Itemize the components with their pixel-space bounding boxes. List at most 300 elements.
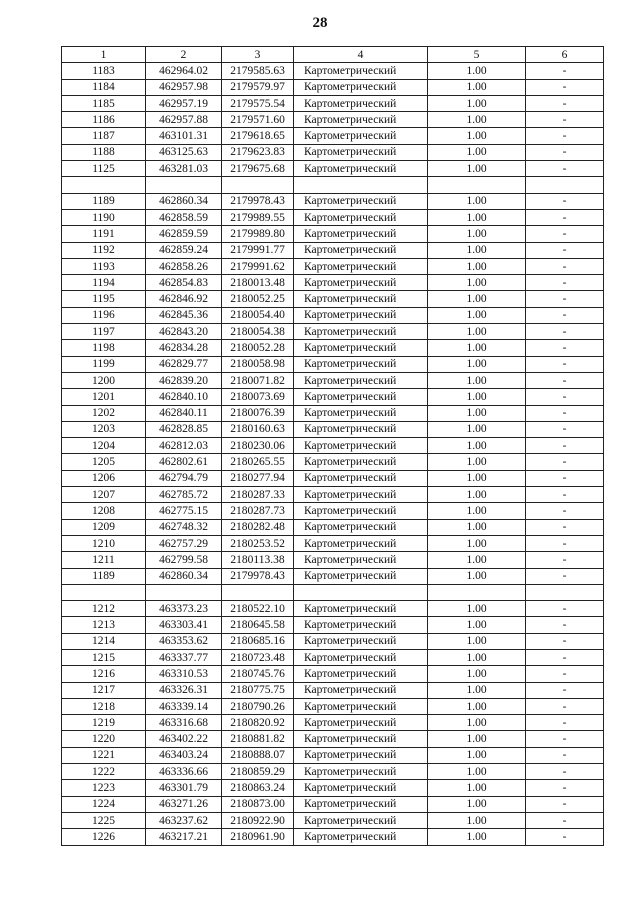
accuracy-cell	[428, 584, 526, 600]
accuracy-cell: 1.00	[428, 209, 526, 225]
note-cell: -	[526, 796, 604, 812]
point-number-cell: 1225	[62, 812, 146, 828]
accuracy-cell: 1.00	[428, 454, 526, 470]
table-row	[62, 649, 604, 665]
x-coordinate-cell: 463281.03	[146, 161, 222, 177]
method-cell: Картометрический	[294, 812, 428, 828]
note-cell	[526, 584, 604, 600]
method-cell: Картометрический	[294, 63, 428, 79]
table-row	[62, 389, 604, 405]
table-row	[62, 95, 604, 111]
note-cell: -	[526, 649, 604, 665]
table-row	[62, 584, 604, 600]
y-coordinate-cell: 2180076.39	[222, 405, 294, 421]
accuracy-cell: 1.00	[428, 291, 526, 307]
accuracy-cell: 1.00	[428, 764, 526, 780]
y-coordinate-cell: 2179978.43	[222, 568, 294, 584]
accuracy-cell: 1.00	[428, 633, 526, 649]
accuracy-cell: 1.00	[428, 780, 526, 796]
note-cell: -	[526, 291, 604, 307]
point-number-cell: 1216	[62, 666, 146, 682]
note-cell: -	[526, 503, 604, 519]
method-cell: Картометрический	[294, 79, 428, 95]
accuracy-cell: 1.00	[428, 405, 526, 421]
method-cell: Картометрический	[294, 780, 428, 796]
note-cell: -	[526, 307, 604, 323]
point-number-cell: 1189	[62, 193, 146, 209]
point-number-cell: 1223	[62, 780, 146, 796]
x-coordinate-cell: 462834.28	[146, 340, 222, 356]
x-coordinate-cell: 462748.32	[146, 519, 222, 535]
table-row	[62, 552, 604, 568]
point-number-cell: 1184	[62, 79, 146, 95]
note-cell: -	[526, 568, 604, 584]
method-cell: Картометрический	[294, 454, 428, 470]
note-cell: -	[526, 764, 604, 780]
accuracy-cell: 1.00	[428, 307, 526, 323]
accuracy-cell: 1.00	[428, 144, 526, 160]
table-row	[62, 226, 604, 242]
method-cell: Картометрический	[294, 796, 428, 812]
table-row	[62, 829, 604, 845]
method-cell: Картометрический	[294, 161, 428, 177]
y-coordinate-cell: 2179618.65	[222, 128, 294, 144]
x-coordinate-cell: 462854.83	[146, 275, 222, 291]
y-coordinate-cell: 2180160.63	[222, 421, 294, 437]
y-coordinate-cell: 2180287.73	[222, 503, 294, 519]
point-number-cell: 1199	[62, 356, 146, 372]
x-coordinate-cell: 462840.11	[146, 405, 222, 421]
method-cell	[294, 177, 428, 193]
x-coordinate-cell: 462799.58	[146, 552, 222, 568]
column-header: 2	[146, 47, 222, 63]
column-header: 5	[428, 47, 526, 63]
x-coordinate-cell: 462860.34	[146, 193, 222, 209]
method-cell: Картометрический	[294, 601, 428, 617]
table-row	[62, 144, 604, 160]
coordinates-table	[61, 46, 604, 846]
y-coordinate-cell: 2180859.29	[222, 764, 294, 780]
x-coordinate-cell: 462860.34	[146, 568, 222, 584]
x-coordinate-cell: 462859.59	[146, 226, 222, 242]
accuracy-cell: 1.00	[428, 601, 526, 617]
note-cell: -	[526, 421, 604, 437]
note-cell: -	[526, 812, 604, 828]
x-coordinate-cell: 462802.61	[146, 454, 222, 470]
note-cell	[526, 177, 604, 193]
point-number-cell: 1190	[62, 209, 146, 225]
point-number-cell: 1222	[62, 764, 146, 780]
note-cell: -	[526, 601, 604, 617]
y-coordinate-cell: 2180685.16	[222, 633, 294, 649]
point-number-cell: 1186	[62, 112, 146, 128]
x-coordinate-cell: 462845.36	[146, 307, 222, 323]
note-cell: -	[526, 193, 604, 209]
y-coordinate-cell: 2180230.06	[222, 438, 294, 454]
x-coordinate-cell: 462957.98	[146, 79, 222, 95]
accuracy-cell: 1.00	[428, 698, 526, 714]
method-cell: Картометрический	[294, 470, 428, 486]
point-number-cell: 1217	[62, 682, 146, 698]
note-cell: -	[526, 552, 604, 568]
method-cell: Картометрический	[294, 552, 428, 568]
x-coordinate-cell: 463326.31	[146, 682, 222, 698]
method-cell: Картометрический	[294, 682, 428, 698]
point-number-cell: 1183	[62, 63, 146, 79]
table-row	[62, 193, 604, 209]
table-row	[62, 617, 604, 633]
y-coordinate-cell: 2180922.90	[222, 812, 294, 828]
point-number-cell: 1205	[62, 454, 146, 470]
method-cell: Картометрический	[294, 649, 428, 665]
x-coordinate-cell: 463271.26	[146, 796, 222, 812]
method-cell: Картометрический	[294, 242, 428, 258]
x-coordinate-cell	[146, 177, 222, 193]
method-cell: Картометрический	[294, 698, 428, 714]
y-coordinate-cell	[222, 584, 294, 600]
point-number-cell: 1209	[62, 519, 146, 535]
y-coordinate-cell: 2179978.43	[222, 193, 294, 209]
method-cell: Картометрический	[294, 209, 428, 225]
point-number-cell: 1212	[62, 601, 146, 617]
x-coordinate-cell: 462757.29	[146, 535, 222, 551]
y-coordinate-cell: 2179989.80	[222, 226, 294, 242]
method-cell: Картометрический	[294, 258, 428, 274]
accuracy-cell: 1.00	[428, 389, 526, 405]
point-number-cell: 1226	[62, 829, 146, 845]
note-cell: -	[526, 438, 604, 454]
table-row	[62, 780, 604, 796]
y-coordinate-cell: 2180881.82	[222, 731, 294, 747]
accuracy-cell: 1.00	[428, 568, 526, 584]
method-cell: Картометрический	[294, 112, 428, 128]
y-coordinate-cell: 2180645.58	[222, 617, 294, 633]
accuracy-cell: 1.00	[428, 356, 526, 372]
accuracy-cell: 1.00	[428, 666, 526, 682]
y-coordinate-cell: 2179991.62	[222, 258, 294, 274]
table-row	[62, 503, 604, 519]
note-cell: -	[526, 128, 604, 144]
table-row	[62, 128, 604, 144]
y-coordinate-cell: 2180723.48	[222, 649, 294, 665]
note-cell: -	[526, 275, 604, 291]
accuracy-cell: 1.00	[428, 470, 526, 486]
method-cell: Картометрический	[294, 829, 428, 845]
x-coordinate-cell: 462957.88	[146, 112, 222, 128]
point-number-cell: 1211	[62, 552, 146, 568]
point-number-cell: 1197	[62, 324, 146, 340]
method-cell: Картометрический	[294, 503, 428, 519]
point-number-cell	[62, 177, 146, 193]
column-header: 4	[294, 47, 428, 63]
point-number-cell: 1125	[62, 161, 146, 177]
y-coordinate-cell: 2179675.68	[222, 161, 294, 177]
y-coordinate-cell: 2180071.82	[222, 372, 294, 388]
point-number-cell: 1208	[62, 503, 146, 519]
y-coordinate-cell: 2180073.69	[222, 389, 294, 405]
note-cell: -	[526, 780, 604, 796]
point-number-cell: 1221	[62, 747, 146, 763]
note-cell: -	[526, 405, 604, 421]
point-number-cell: 1218	[62, 698, 146, 714]
accuracy-cell: 1.00	[428, 258, 526, 274]
table-row	[62, 209, 604, 225]
y-coordinate-cell: 2180113.38	[222, 552, 294, 568]
point-number-cell: 1200	[62, 372, 146, 388]
note-cell: -	[526, 829, 604, 845]
y-coordinate-cell: 2180052.28	[222, 340, 294, 356]
note-cell: -	[526, 209, 604, 225]
accuracy-cell: 1.00	[428, 275, 526, 291]
method-cell: Картометрический	[294, 128, 428, 144]
x-coordinate-cell: 462858.26	[146, 258, 222, 274]
x-coordinate-cell: 462858.59	[146, 209, 222, 225]
y-coordinate-cell: 2180013.48	[222, 275, 294, 291]
y-coordinate-cell: 2180282.48	[222, 519, 294, 535]
note-cell: -	[526, 95, 604, 111]
y-coordinate-cell: 2180745.76	[222, 666, 294, 682]
method-cell: Картометрический	[294, 715, 428, 731]
method-cell: Картометрический	[294, 95, 428, 111]
accuracy-cell: 1.00	[428, 438, 526, 454]
method-cell: Картометрический	[294, 275, 428, 291]
method-cell: Картометрический	[294, 764, 428, 780]
method-cell: Картометрический	[294, 291, 428, 307]
note-cell: -	[526, 470, 604, 486]
y-coordinate-cell: 2180265.55	[222, 454, 294, 470]
y-coordinate-cell: 2179585.63	[222, 63, 294, 79]
table-row	[62, 454, 604, 470]
point-number-cell: 1201	[62, 389, 146, 405]
x-coordinate-cell: 463336.66	[146, 764, 222, 780]
table-row	[62, 438, 604, 454]
table-row	[62, 682, 604, 698]
y-coordinate-cell: 2180054.40	[222, 307, 294, 323]
method-cell: Картометрический	[294, 389, 428, 405]
table-row	[62, 715, 604, 731]
method-cell: Картометрический	[294, 421, 428, 437]
y-coordinate-cell: 2180287.33	[222, 487, 294, 503]
method-cell: Картометрический	[294, 307, 428, 323]
note-cell: -	[526, 519, 604, 535]
y-coordinate-cell: 2179579.97	[222, 79, 294, 95]
table-row	[62, 470, 604, 486]
column-header: 6	[526, 47, 604, 63]
note-cell: -	[526, 372, 604, 388]
y-coordinate-cell: 2179991.77	[222, 242, 294, 258]
note-cell: -	[526, 487, 604, 503]
method-cell: Картометрический	[294, 324, 428, 340]
point-number-cell: 1215	[62, 649, 146, 665]
x-coordinate-cell: 463303.41	[146, 617, 222, 633]
note-cell: -	[526, 112, 604, 128]
accuracy-cell: 1.00	[428, 193, 526, 209]
point-number-cell: 1219	[62, 715, 146, 731]
table-row	[62, 812, 604, 828]
table-row	[62, 405, 604, 421]
note-cell: -	[526, 356, 604, 372]
table-row	[62, 535, 604, 551]
accuracy-cell: 1.00	[428, 796, 526, 812]
x-coordinate-cell: 463402.22	[146, 731, 222, 747]
table-row	[62, 568, 604, 584]
table-row	[62, 731, 604, 747]
x-coordinate-cell: 462859.24	[146, 242, 222, 258]
method-cell: Картометрический	[294, 535, 428, 551]
accuracy-cell	[428, 177, 526, 193]
y-coordinate-cell: 2180054.38	[222, 324, 294, 340]
accuracy-cell: 1.00	[428, 812, 526, 828]
note-cell: -	[526, 226, 604, 242]
note-cell: -	[526, 79, 604, 95]
method-cell: Картометрический	[294, 568, 428, 584]
y-coordinate-cell: 2180873.00	[222, 796, 294, 812]
table-row	[62, 421, 604, 437]
page-number: 28	[312, 15, 328, 31]
x-coordinate-cell: 462829.77	[146, 356, 222, 372]
x-coordinate-cell: 463316.68	[146, 715, 222, 731]
column-header: 1	[62, 47, 146, 63]
accuracy-cell: 1.00	[428, 161, 526, 177]
method-cell: Картометрический	[294, 356, 428, 372]
y-coordinate-cell: 2180277.94	[222, 470, 294, 486]
table-row	[62, 63, 604, 79]
column-header: 3	[222, 47, 294, 63]
note-cell: -	[526, 258, 604, 274]
note-cell: -	[526, 144, 604, 160]
method-cell: Картометрический	[294, 193, 428, 209]
point-number-cell: 1204	[62, 438, 146, 454]
x-coordinate-cell: 462785.72	[146, 487, 222, 503]
table-row	[62, 177, 604, 193]
x-coordinate-cell: 463125.63	[146, 144, 222, 160]
note-cell: -	[526, 682, 604, 698]
note-cell: -	[526, 161, 604, 177]
x-coordinate-cell: 463403.24	[146, 747, 222, 763]
x-coordinate-cell: 463237.62	[146, 812, 222, 828]
accuracy-cell: 1.00	[428, 95, 526, 111]
accuracy-cell: 1.00	[428, 242, 526, 258]
table-row	[62, 487, 604, 503]
y-coordinate-cell: 2179623.83	[222, 144, 294, 160]
point-number-cell: 1224	[62, 796, 146, 812]
method-cell	[294, 584, 428, 600]
x-coordinate-cell: 463217.21	[146, 829, 222, 845]
x-coordinate-cell: 462840.10	[146, 389, 222, 405]
point-number-cell: 1198	[62, 340, 146, 356]
method-cell: Картометрический	[294, 372, 428, 388]
point-number-cell: 1195	[62, 291, 146, 307]
table-row	[62, 340, 604, 356]
method-cell: Картометрический	[294, 144, 428, 160]
method-cell: Картометрический	[294, 617, 428, 633]
accuracy-cell: 1.00	[428, 421, 526, 437]
accuracy-cell: 1.00	[428, 519, 526, 535]
point-number-cell: 1193	[62, 258, 146, 274]
accuracy-cell: 1.00	[428, 63, 526, 79]
accuracy-cell: 1.00	[428, 747, 526, 763]
method-cell: Картометрический	[294, 438, 428, 454]
method-cell: Картометрический	[294, 747, 428, 763]
point-number-cell: 1203	[62, 421, 146, 437]
y-coordinate-cell: 2180775.75	[222, 682, 294, 698]
y-coordinate-cell: 2180863.24	[222, 780, 294, 796]
note-cell: -	[526, 340, 604, 356]
note-cell: -	[526, 389, 604, 405]
table-row	[62, 356, 604, 372]
table-row	[62, 307, 604, 323]
accuracy-cell: 1.00	[428, 324, 526, 340]
accuracy-cell: 1.00	[428, 682, 526, 698]
x-coordinate-cell: 463339.14	[146, 698, 222, 714]
note-cell: -	[526, 715, 604, 731]
table-row	[62, 161, 604, 177]
table-row	[62, 633, 604, 649]
table-body	[62, 63, 604, 845]
table-row	[62, 764, 604, 780]
point-number-cell: 1185	[62, 95, 146, 111]
accuracy-cell: 1.00	[428, 535, 526, 551]
table-row	[62, 601, 604, 617]
point-number-cell: 1206	[62, 470, 146, 486]
point-number-cell: 1207	[62, 487, 146, 503]
accuracy-cell: 1.00	[428, 649, 526, 665]
y-coordinate-cell: 2180522.10	[222, 601, 294, 617]
y-coordinate-cell: 2180820.92	[222, 715, 294, 731]
x-coordinate-cell: 463310.53	[146, 666, 222, 682]
point-number-cell: 1213	[62, 617, 146, 633]
table-row	[62, 275, 604, 291]
method-cell: Картометрический	[294, 487, 428, 503]
point-number-cell: 1196	[62, 307, 146, 323]
point-number-cell: 1187	[62, 128, 146, 144]
y-coordinate-cell: 2180052.25	[222, 291, 294, 307]
x-coordinate-cell: 463301.79	[146, 780, 222, 796]
table-row	[62, 79, 604, 95]
note-cell: -	[526, 666, 604, 682]
x-coordinate-cell: 462812.03	[146, 438, 222, 454]
accuracy-cell: 1.00	[428, 226, 526, 242]
y-coordinate-cell: 2180253.52	[222, 535, 294, 551]
point-number-cell: 1189	[62, 568, 146, 584]
x-coordinate-cell: 463373.23	[146, 601, 222, 617]
note-cell: -	[526, 633, 604, 649]
method-cell: Картометрический	[294, 519, 428, 535]
x-coordinate-cell: 463101.31	[146, 128, 222, 144]
y-coordinate-cell: 2180961.90	[222, 829, 294, 845]
x-coordinate-cell: 462846.92	[146, 291, 222, 307]
x-coordinate-cell: 462843.20	[146, 324, 222, 340]
method-cell: Картометрический	[294, 405, 428, 421]
point-number-cell: 1194	[62, 275, 146, 291]
method-cell: Картометрический	[294, 226, 428, 242]
x-coordinate-cell: 462839.20	[146, 372, 222, 388]
table-row	[62, 796, 604, 812]
point-number-cell	[62, 584, 146, 600]
table-row	[62, 698, 604, 714]
x-coordinate-cell: 462775.15	[146, 503, 222, 519]
method-cell: Картометрический	[294, 340, 428, 356]
note-cell: -	[526, 617, 604, 633]
accuracy-cell: 1.00	[428, 829, 526, 845]
y-coordinate-cell: 2180888.07	[222, 747, 294, 763]
note-cell: -	[526, 535, 604, 551]
accuracy-cell: 1.00	[428, 372, 526, 388]
note-cell: -	[526, 242, 604, 258]
y-coordinate-cell: 2179989.55	[222, 209, 294, 225]
accuracy-cell: 1.00	[428, 617, 526, 633]
point-number-cell: 1214	[62, 633, 146, 649]
